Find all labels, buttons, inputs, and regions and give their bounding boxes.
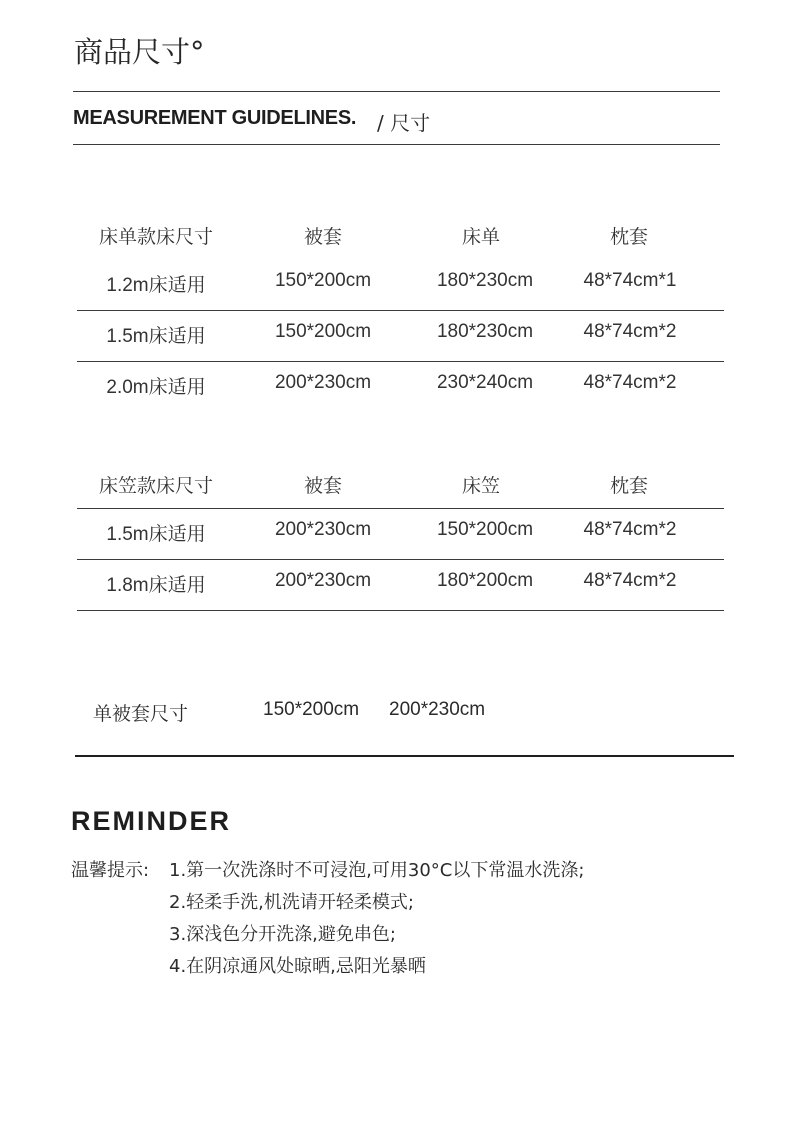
table-cell: 150*200cm bbox=[274, 270, 372, 291]
row-divider bbox=[77, 610, 724, 611]
reminder-item: 2.轻柔手洗,机洗请开轻柔模式; bbox=[169, 892, 414, 913]
table-cell: 200*230cm bbox=[274, 570, 372, 591]
single-cover-size: 150*200cm bbox=[263, 699, 360, 720]
table-cell: 200*230cm bbox=[274, 372, 372, 393]
table-cell: 230*240cm bbox=[436, 372, 534, 393]
reminder-label: 温馨提示: bbox=[71, 860, 150, 881]
table-cell: 48*74cm*2 bbox=[583, 570, 677, 591]
section-divider bbox=[75, 755, 734, 757]
table-cell: 180*230cm bbox=[436, 270, 534, 291]
table-cell: 200*230cm bbox=[274, 519, 372, 540]
section-subtitle-cn: / 尺寸 bbox=[377, 111, 431, 135]
table-cell: 1.2m床适用 bbox=[106, 275, 206, 296]
table-header-cell: 床笠 bbox=[461, 476, 501, 497]
table-header-cell: 床单款床尺寸 bbox=[98, 227, 214, 248]
page-title: 商品尺寸° bbox=[74, 35, 205, 69]
reminder-item: 3.深浅色分开洗涤,避免串色; bbox=[169, 924, 396, 945]
table-header-cell: 枕套 bbox=[609, 476, 649, 497]
table-cell: 48*74cm*2 bbox=[583, 519, 677, 540]
table-cell: 2.0m床适用 bbox=[106, 377, 206, 398]
table-cell: 180*200cm bbox=[436, 570, 534, 591]
reminder-item: 4.在阴凉通风处晾晒,忌阳光暴晒 bbox=[169, 956, 426, 977]
table-cell: 180*230cm bbox=[436, 321, 534, 342]
row-divider bbox=[77, 508, 724, 509]
table-header-cell: 床笠款床尺寸 bbox=[98, 476, 214, 497]
single-cover-label: 单被套尺寸 bbox=[93, 703, 189, 725]
row-divider bbox=[77, 361, 724, 362]
table-cell: 1.5m床适用 bbox=[106, 524, 206, 545]
divider bbox=[73, 91, 720, 92]
row-divider bbox=[77, 310, 724, 311]
table-cell: 1.5m床适用 bbox=[106, 326, 206, 347]
reminder-title: REMINDER bbox=[71, 806, 232, 836]
table-cell: 1.8m床适用 bbox=[106, 575, 206, 596]
reminder-item: 1.第一次洗涤时不可浸泡,可用30°C以下常温水洗涤; bbox=[169, 860, 585, 881]
table-cell: 150*200cm bbox=[274, 321, 372, 342]
table-header-cell: 床单 bbox=[461, 227, 501, 248]
table-header-cell: 枕套 bbox=[609, 227, 649, 248]
table-cell: 150*200cm bbox=[436, 519, 534, 540]
row-divider bbox=[77, 559, 724, 560]
divider bbox=[73, 144, 720, 145]
table-cell: 48*74cm*2 bbox=[583, 321, 677, 342]
table-cell: 48*74cm*1 bbox=[583, 270, 677, 291]
table-cell: 48*74cm*2 bbox=[583, 372, 677, 393]
single-cover-size: 200*230cm bbox=[389, 699, 486, 720]
section-subtitle-en: MEASUREMENT GUIDELINES. bbox=[73, 107, 357, 129]
table-header-cell: 被套 bbox=[303, 476, 343, 497]
table-header-cell: 被套 bbox=[303, 227, 343, 248]
